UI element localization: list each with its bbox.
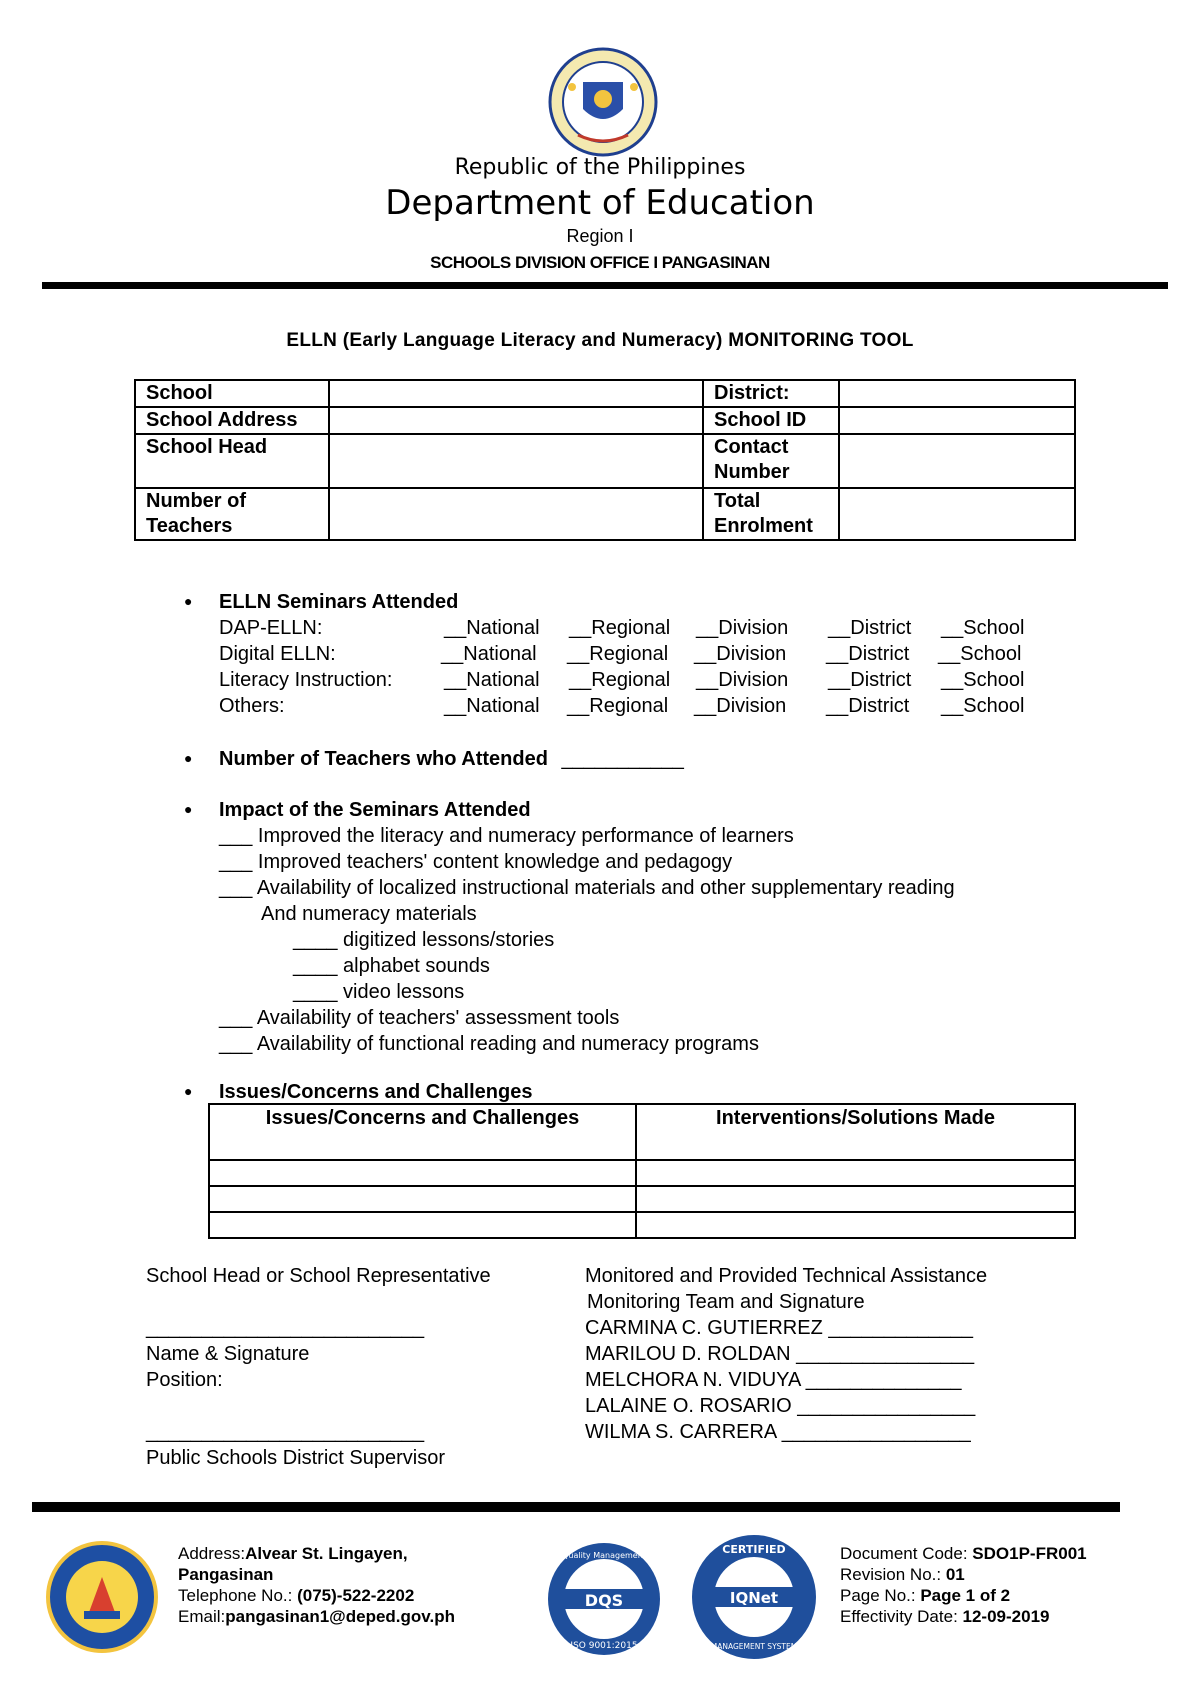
impact-subitem[interactable]: ____ video lessons: [293, 981, 465, 1003]
signature-left: [146, 1263, 491, 1471]
bullet-icon: ●: [184, 750, 193, 766]
table-row: [209, 1160, 1075, 1186]
supervisor-label: Public Schools District Supervisor: [146, 1447, 445, 1469]
district-option[interactable]: __District: [828, 617, 912, 639]
department-title: Department of Education: [385, 183, 815, 223]
footer-document-info: [840, 1543, 1180, 1627]
district-label: District:: [703, 380, 839, 407]
sdo-seal: [46, 1541, 158, 1653]
teachers-attended-blank[interactable]: ___________: [561, 748, 684, 770]
school-address-label: School Address: [135, 407, 329, 434]
signature-line[interactable]: _________________________: [146, 1421, 425, 1443]
page-label: Page No.:: [840, 1586, 921, 1605]
page-value: Page 1 of 2: [920, 1586, 1011, 1605]
impact-subitem[interactable]: ____ digitized lessons/stories: [293, 929, 555, 951]
impact-subitem[interactable]: ____ alphabet sounds: [293, 955, 490, 977]
footer-contact: [178, 1543, 498, 1627]
national-option[interactable]: __National: [444, 669, 540, 691]
division-option[interactable]: __Division: [696, 669, 789, 691]
bullet-icon: ●: [184, 1083, 193, 1099]
school-id-label: School ID: [703, 407, 839, 434]
national-option[interactable]: __National: [441, 643, 537, 665]
division-text: SCHOOLS DIVISION OFFICE I PANGASINAN: [430, 253, 770, 272]
bullet-icon: ●: [184, 593, 193, 609]
school-option[interactable]: __School: [938, 643, 1022, 665]
total-enrolment-label: Total Enrolment: [703, 488, 839, 540]
school-option[interactable]: __School: [941, 669, 1025, 691]
seminar-label: Digital ELLN:: [219, 643, 336, 665]
national-option[interactable]: __National: [444, 617, 540, 639]
impact-list: [219, 823, 955, 1057]
impact-heading: Impact of the Seminars Attended: [219, 799, 531, 821]
team-member[interactable]: MARILOU D. ROLDAN ________________: [585, 1343, 975, 1365]
email-label: Email:: [178, 1607, 226, 1626]
regional-option[interactable]: __Regional: [567, 643, 669, 665]
district-option[interactable]: __District: [826, 695, 910, 717]
contact-number-input[interactable]: [839, 434, 1075, 488]
division-option[interactable]: __Division: [694, 695, 787, 717]
district-input[interactable]: [839, 380, 1075, 407]
issue-cell[interactable]: [209, 1186, 636, 1212]
impact-item[interactable]: ___ Availability of functional reading and numeracy programs: [219, 1033, 759, 1055]
telephone-value: (075)-522-2202: [297, 1586, 415, 1605]
table-row: [135, 380, 1075, 407]
dqs-mark: DQS: [584, 1591, 624, 1610]
team-member[interactable]: WILMA S. CARRERA _________________: [585, 1421, 971, 1443]
school-head-input[interactable]: [329, 434, 703, 488]
intervention-cell[interactable]: [636, 1186, 1075, 1212]
dqs-iso-logo: [545, 1540, 663, 1658]
dqs-bottom-text: ISO 9001:2015: [570, 1641, 638, 1651]
intervention-cell[interactable]: [636, 1212, 1075, 1238]
seminar-label: Others:: [219, 695, 285, 717]
seminar-row: [219, 615, 1119, 641]
revision-label: Revision No.:: [840, 1565, 946, 1584]
issues-heading: Issues/Concerns and Challenges: [219, 1081, 533, 1103]
seminar-row: [219, 641, 1119, 667]
iqnet-logo: [690, 1533, 818, 1661]
team-member[interactable]: LALAINE O. ROSARIO ________________: [585, 1395, 976, 1417]
teachers-attended-heading: Number of Teachers who Attended: [219, 748, 548, 770]
seminar-row: [219, 693, 1119, 719]
number-of-teachers-label: Number of Teachers: [135, 488, 329, 540]
regional-option[interactable]: __Regional: [569, 669, 671, 691]
issues-table: [208, 1103, 1076, 1239]
seminar-label: Literacy Instruction:: [219, 669, 393, 691]
effectivity-line: [840, 1606, 1180, 1627]
name-signature-label: Name & Signature: [146, 1343, 310, 1365]
email-value[interactable]: pangasinan1@deped.gov.ph: [225, 1607, 455, 1626]
district-option[interactable]: __District: [828, 669, 912, 691]
impact-item[interactable]: ___ Improved teachers' content knowledge and pedagogy: [219, 851, 733, 873]
monitoring-title: Monitored and Provided Technical Assistance: [585, 1265, 988, 1287]
address-value: Alvear St. Lingayen, Pangasinan: [178, 1544, 408, 1584]
district-option[interactable]: __District: [826, 643, 910, 665]
document-code-label: Document Code:: [840, 1544, 973, 1563]
school-info-table: [134, 379, 1076, 541]
seminar-label: DAP-ELLN:: [219, 617, 323, 639]
table-row: [209, 1186, 1075, 1212]
signature-line[interactable]: _________________________: [146, 1317, 425, 1339]
signature-right: [585, 1263, 987, 1445]
school-id-input[interactable]: [839, 407, 1075, 434]
division-option[interactable]: __Division: [694, 643, 787, 665]
address-label: Address:: [178, 1544, 246, 1563]
regional-option[interactable]: __Regional: [569, 617, 671, 639]
regional-option[interactable]: __Regional: [567, 695, 669, 717]
impact-item-continuation: And numeracy materials: [261, 903, 477, 925]
page-line: [840, 1585, 1180, 1606]
seminar-rows: [219, 615, 1119, 719]
intervention-cell[interactable]: [636, 1160, 1075, 1186]
division-option[interactable]: __Division: [696, 617, 789, 639]
revision-line: [840, 1564, 1180, 1585]
contact-number-label: Contact Number: [703, 434, 839, 488]
school-head-label: School Head: [135, 434, 329, 488]
school-option[interactable]: __School: [941, 695, 1025, 717]
number-of-teachers-input[interactable]: [329, 488, 703, 540]
table-row: [135, 434, 1075, 488]
team-member[interactable]: MELCHORA N. VIDUYA ______________: [585, 1369, 962, 1391]
revision-value: 01: [945, 1565, 965, 1584]
seminars-heading: ELLN Seminars Attended: [219, 591, 459, 613]
iqnet-bottom-text: MANAGEMENT SYSTEM: [710, 1642, 798, 1651]
team-member[interactable]: CARMINA C. GUTIERREZ _____________: [585, 1317, 973, 1339]
seminar-row: [219, 667, 1119, 693]
bullet-icon: ●: [184, 801, 193, 817]
monitoring-subtitle: Monitoring Team and Signature: [587, 1291, 865, 1313]
iqnet-top-text: CERTIFIED: [722, 1543, 786, 1556]
telephone-label: Telephone No.:: [178, 1586, 298, 1605]
table-row: [135, 488, 1075, 540]
total-enrolment-input[interactable]: [839, 488, 1075, 540]
republic-text: Republic of the Philippines: [454, 155, 746, 180]
document-code-line: [840, 1543, 1180, 1564]
effectivity-value: 12-09-2019: [962, 1607, 1050, 1626]
document-code-value: SDO1P-FR001: [972, 1544, 1087, 1563]
impact-item[interactable]: ___ Improved the literacy and numeracy performance of learners: [219, 825, 794, 847]
effectivity-label: Effectivity Date:: [840, 1607, 963, 1626]
iqnet-mark: IQNet: [729, 1589, 779, 1607]
teachers-attended-line: [219, 746, 684, 772]
school-option[interactable]: __School: [941, 617, 1025, 639]
issue-cell[interactable]: [209, 1212, 636, 1238]
school-address-input[interactable]: [329, 407, 703, 434]
telephone-line: [178, 1585, 498, 1606]
table-row: [135, 407, 1075, 434]
form-title: ELLN (Early Language Literacy and Numeracy) MONITORING TOOL: [286, 330, 914, 351]
table-header-row: [209, 1104, 1075, 1160]
dqs-top-text: Quality Management: [562, 1551, 646, 1560]
region-text: Region I: [566, 226, 634, 246]
school-input[interactable]: [329, 380, 703, 407]
issues-column-header: Issues/Concerns and Challenges: [209, 1104, 636, 1160]
footer-rule: [32, 1502, 1120, 1512]
address-line: [178, 1543, 498, 1585]
email-line: [178, 1606, 498, 1627]
interventions-column-header: Interventions/Solutions Made: [636, 1104, 1075, 1160]
school-label: School: [135, 380, 329, 407]
header-rule: [42, 282, 1168, 289]
national-option[interactable]: __National: [444, 695, 540, 717]
table-row: [209, 1212, 1075, 1238]
deped-seal: [548, 47, 658, 157]
impact-item[interactable]: ___ Availability of localized instructional materials and other supplementary reading: [219, 877, 955, 899]
position-label[interactable]: Position:: [146, 1369, 223, 1391]
issue-cell[interactable]: [209, 1160, 636, 1186]
impact-item[interactable]: ___ Availability of teachers' assessment tools: [219, 1007, 620, 1029]
representative-title: School Head or School Representative: [146, 1265, 491, 1287]
